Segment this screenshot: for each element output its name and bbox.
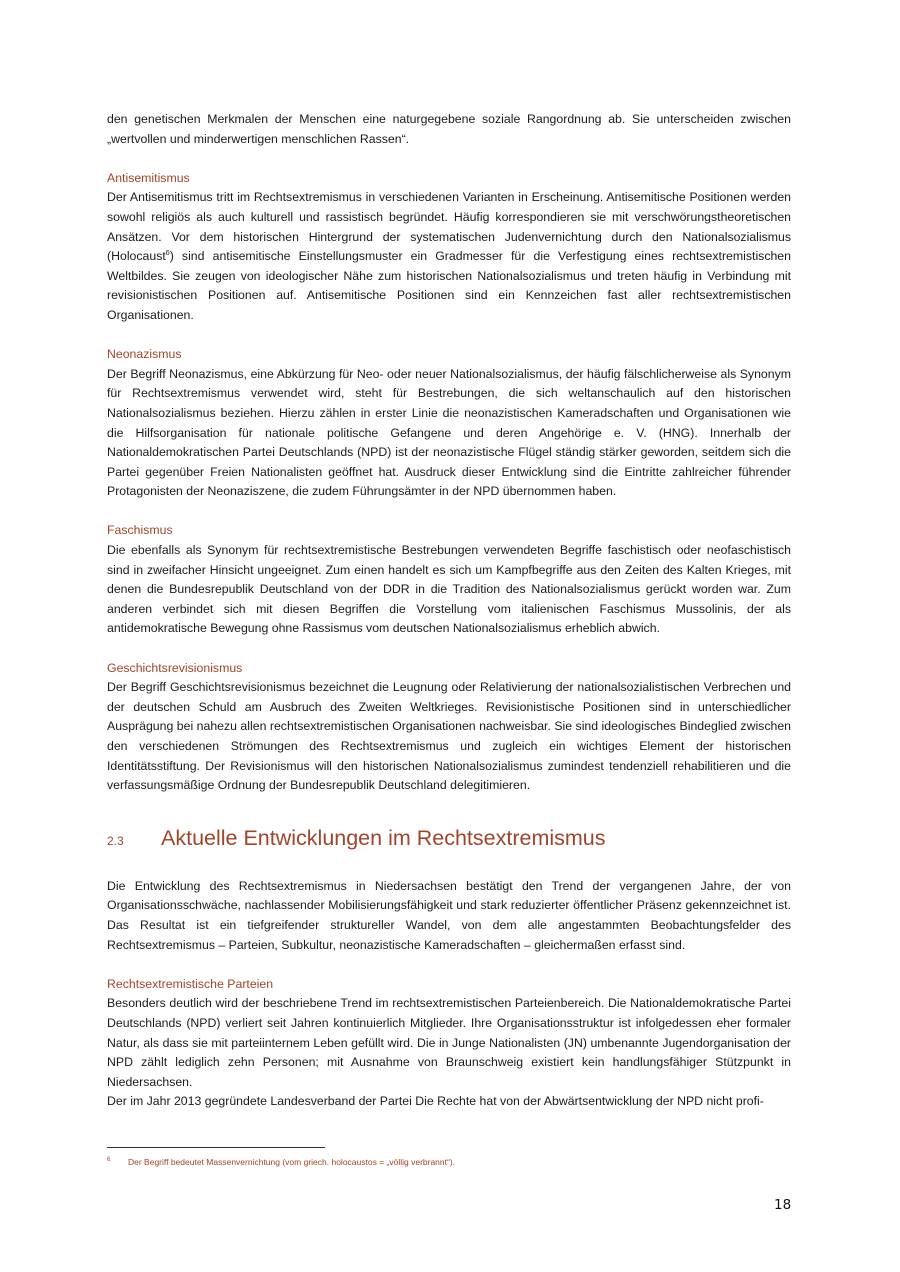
antisemitismus-block <box>107 169 791 326</box>
footnote-mark: 6 <box>107 1157 111 1163</box>
parteien-block <box>107 975 791 1112</box>
neonazismus-paragraph: Der Begriff Neonazismus, eine Abkürzung für Neo- oder neuer Nationalsozialismus, der häufig fälschlicherweise als Synonym für Rechtsextremismus verwendet wird, steht für Bestrebungen, die sich weltanschaulich auf den historischen Nationalsozialismus beziehen. Hierzu zählen in erster Linie die neonazistischen Kameradschaften und Organisationen wie die Hilfsorganisation für nationale politische Gefangene und deren Angehörige e. V. (HNG). Innerhalb der Nationaldemokratischen Partei Deutschlands (NPD) ist der neonazistische Flügel ständig stärker geworden, seitdem sich die Partei gegenüber Freien Nationalisten geöffnet hat. Ausdruck dieser Entwicklung sind die Eintritte zahlreicher führender Protagonisten der Neonaziszene, die zudem Führungsämter in der NPD übernommen haben. <box>107 366 791 499</box>
antisemitismus-text-a: Der Antisemitismus tritt im Rechtsextremismus in verschiedenen Varianten in Erscheinung. Antisemitische Positionen werden sowohl religiös als auch kulturell und rassistisch begründet. Häufig korrespondieren sie mit verschwörungstheoretischen Ansätzen. Vor dem historischen Hintergrund der systematischen Judenvernichtung durch den Nationalsozialismus (Holocaust <box>107 190 791 264</box>
parteien-heading: Rechtsextremistische Parteien <box>107 976 274 991</box>
geschichtsrevisionismus-heading: Geschichtsrevisionismus <box>107 660 243 675</box>
faschismus-paragraph: Die ebenfalls als Synonym für rechtsextremistische Bestrebungen verwendeten Begriffe faschistisch oder neofaschistisch sind in zweifacher Hinsicht ungeeignet. Zum einen handelt es sich um Kampfbegriffe aus den Zeiten des Kalten Krieges, mit denen die Bundesrepublik Deutschland von der DDR in die Tradition des Nationalsozialismus gerückt worden war. Zum anderen verbindet sich mit diesen Begriffen die Vorstellung vom italienischen Faschismus Mussolinis, der als antidemokratische Bewegung ohne Rassismus vom deutschen Nationalsozialismus erheblich abwich. <box>107 543 791 636</box>
faschismus-heading: Faschismus <box>107 523 173 538</box>
geschichtsrevisionismus-paragraph: Der Begriff Geschichtsrevisionismus bezeichnet die Leugnung oder Relativierung der nationalsozialistischen Verbrechen und der deutschen Schuld am Ausbruch des Zweiten Weltkrieges. Revisionistische Positionen sind in unterschiedlicher Ausprägung bei nahezu allen rechtsextremistischen Organisationen nachweisbar. Sie sind ideologisches Bindeglied zwischen den verschiedenen Strömungen des Rechtsextremismus und zugleich ein wichtiges Element der historischen Identitätsstiftung. Der Revisionismus will den historischen Nationalsozialismus zumindest tendenziell rehabilitieren und die verfassungsmäßige Ordnung der Bundesrepublik Deutschland delegitimieren. <box>107 680 791 793</box>
section-heading <box>107 826 791 851</box>
section-intro-block <box>107 877 791 955</box>
geschichtsrevisionismus-block <box>107 659 791 796</box>
antisemitismus-heading: Antisemitismus <box>107 170 190 185</box>
neonazismus-block <box>107 345 791 502</box>
page-content <box>107 110 791 1112</box>
intro-paragraph: den genetischen Merkmalen der Menschen eine naturgegebene soziale Rangordnung ab. Sie unterscheiden zwischen „wertvollen und minderwertigen menschlichen Rassen“. <box>107 112 791 146</box>
section-number: 2.3 <box>107 833 124 848</box>
parteien-paragraph-2: Der im Jahr 2013 gegründete Landesverband der Partei Die Rechte hat von der Abwärtsentwicklung der NPD nicht profi- <box>107 1094 764 1109</box>
section-intro-paragraph: Die Entwicklung des Rechtsextremismus in Niedersachsen bestätigt den Trend der vergangenen Jahre, der von Organisationsschwäche, nachlassender Mobilisierungsfähigkeit und stark reduzierter öffentlicher Präsenz gekennzeichnet ist. Das Resultat ist ein tiefgreifender struktureller Wandel, von dem alle angestammten Beobachtungsfelder des Rechtsextremismus – Parteien, Subkultur, neonazistische Kameradschaften – gleichermaßen erfasst sind. <box>107 878 791 952</box>
parteien-paragraph-1: Besonders deutlich wird der beschriebene Trend im rechtsextremistischen Parteienbereich. Die Nationaldemokratische Partei Deutschlands (NPD) verliert seit Jahren kontinuierlich Mitglieder. Ihre Organisationsstruktur ist infolgedessen eher formaler Natur, als dass sie mit parteiinternem Leben gefüllt wird. Die in Junge Nationalisten (JN) umbenannte Jugendorganisation der NPD zählt lediglich zehn Personen; mit Ausnahme von Braunschweig existiert kein handlungsfähiger Stützpunkt in Niedersachsen. <box>107 996 791 1089</box>
neonazismus-heading: Neonazismus <box>107 347 182 362</box>
footnote-text: Der Begriff bedeutet Massenvernichtung (vom griech. holocaustos = „völlig verbrannt“). <box>128 1157 456 1167</box>
footnote <box>107 1157 791 1167</box>
antisemitismus-paragraph <box>107 188 791 325</box>
footnote-reference[interactable]: 6 <box>165 250 170 258</box>
antisemitismus-text-b: ) sind antisemitische Einstellungsmuster ein Gradmesser für die Verfestigung eines rechtsextremistischen Weltbildes. Sie zeugen von ideologischer Nähe zum historischen Nationalsozialismus und treten häufig in Verbindung mit revisionistischen Positionen auf. Antisemitische Positionen sind ein Kennzeichen fast aller rechtsextremistischen Organisationen. <box>107 249 791 322</box>
section-title: Aktuelle Entwicklungen im Rechtsextremismus <box>161 825 606 850</box>
intro-block <box>107 110 791 149</box>
footnote-separator <box>107 1147 325 1148</box>
faschismus-block <box>107 521 791 639</box>
page-number: 18 <box>774 1197 792 1213</box>
